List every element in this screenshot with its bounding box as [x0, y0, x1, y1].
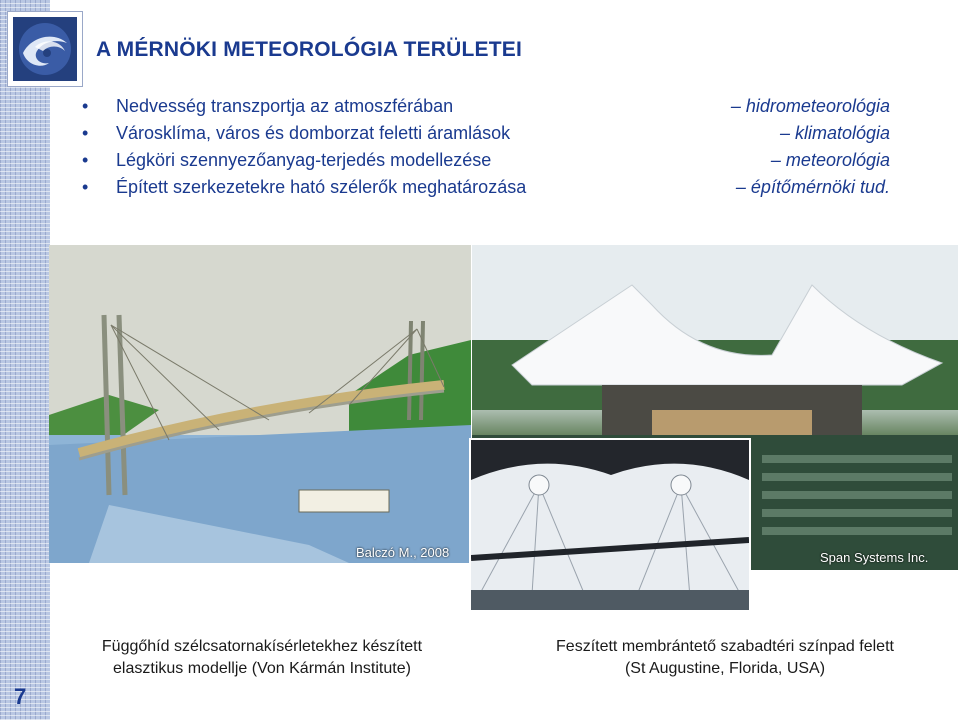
- bullet-text: • Városklíma, város és domborzat feletti áramlások: [80, 123, 510, 144]
- bullet-text: • Légköri szennyezőanyag-terjedés modellezése: [80, 150, 491, 171]
- caption-left-line1: Függőhíd szélcsatornakísérletekhez készített: [101, 638, 423, 655]
- bullet-field: – meteorológia: [770, 150, 890, 170]
- bullet-text: • Épített szerkezetekre ható szélerők meghatározása: [80, 177, 526, 198]
- bullet-field: – klimatológia: [779, 123, 890, 143]
- left-decorative-strip: [0, 0, 50, 720]
- bridge-model-illustration: [49, 245, 471, 563]
- canopy-interior-photo: [471, 440, 749, 610]
- bullet-field: – építőmérnöki tud.: [735, 177, 890, 197]
- bridge-model-photo: [49, 245, 471, 563]
- canopy-interior-illustration: [471, 440, 749, 610]
- slide-number: 7: [14, 684, 27, 709]
- bullet-field: – hidrometeorológia: [730, 96, 890, 116]
- bullet-text: • Nedvesség transzportja az atmoszférában: [80, 96, 453, 117]
- caption-right: [520, 636, 930, 680]
- logo: [8, 12, 82, 86]
- list-item: [80, 123, 890, 150]
- caption-left-line2: elasztikus modellje (Von Kármán Institute): [113, 660, 411, 677]
- list-item: [80, 96, 890, 123]
- photo-credit-left: Balczó M., 2008: [356, 545, 450, 560]
- caption-left: [62, 636, 462, 680]
- caption-right-line1: Feszített membrántető szabadtéri színpad felett: [556, 638, 894, 655]
- page-title: A MÉRNÖKI METEOROLÓGIA TERÜLETEI: [96, 38, 523, 61]
- swirl-logo-icon: [13, 17, 77, 81]
- caption-right-line2: (St Augustine, Florida, USA): [624, 660, 826, 677]
- photo-credit-right: Span Systems Inc.: [820, 550, 929, 565]
- list-item: [80, 177, 890, 204]
- list-item: [80, 150, 890, 177]
- bullet-list: [80, 96, 890, 204]
